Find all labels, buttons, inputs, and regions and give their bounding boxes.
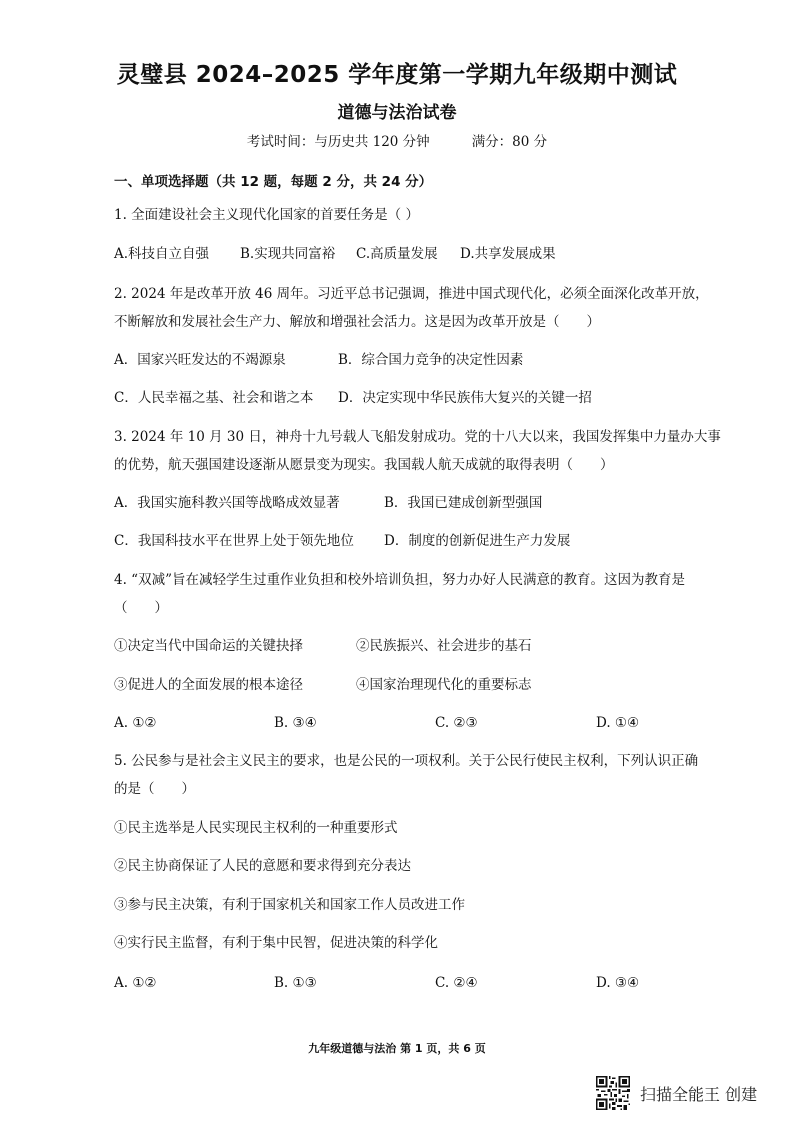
question-3-option-d: D．制度的创新促进生产力发展 <box>384 533 571 549</box>
question-1-stem: 1. 全面建设社会主义现代化国家的首要任务是（ ） <box>114 207 419 223</box>
exam-score: 满分：80 分 <box>471 134 548 150</box>
question-4-statement-2: ②民族振兴、社会进步的基石 <box>356 638 532 654</box>
question-4-option-d: D. ①④ <box>596 715 640 731</box>
question-2-stem-line-1: 2. 2024 年是改革开放 46 周年。习近平总书记强调，推进中国式现代化，必须全面深化改革开放， <box>114 286 709 302</box>
qr-code-icon <box>596 1076 630 1110</box>
page-subtitle: 道德与法治试卷 <box>337 103 457 123</box>
question-5-statement-3: ③参与民主决策，有利于国家机关和国家工作人员改进工作 <box>114 897 465 913</box>
question-1-option-b: B.实现共同富裕 <box>240 246 336 262</box>
question-5-option-b: B. ①③ <box>274 975 317 991</box>
question-1-option-d: D.共享发展成果 <box>460 246 556 262</box>
question-5-statement-4: ④实行民主监督，有利于集中民智，促进决策的科学化 <box>114 935 438 951</box>
question-3-option-c: C．我国科技水平在世界上处于领先地位 <box>114 533 354 549</box>
question-5-stem-line-2: 的是（ ） <box>114 781 195 797</box>
question-5-option-a: A. ①② <box>114 975 157 991</box>
question-4-option-c: C. ②③ <box>435 715 478 731</box>
scanner-watermark <box>596 1076 757 1110</box>
exam-time: 考试时间：与历史共 120 分钟 <box>246 134 430 150</box>
question-5-statement-1: ①民主选举是人民实现民主权利的一种重要形式 <box>114 820 398 836</box>
question-4-stem-line-2: （ ） <box>114 600 168 616</box>
question-4-option-a: A. ①② <box>114 715 157 731</box>
question-5-option-d: D. ③④ <box>596 975 640 991</box>
question-5-statement-2: ②民主协商保证了人民的意愿和要求得到充分表达 <box>114 858 411 874</box>
question-1-option-c: C.高质量发展 <box>356 246 438 262</box>
question-3-option-a: A．我国实施科教兴国等战略成效显著 <box>114 495 340 511</box>
question-2-option-c: C．人民幸福之基、社会和谐之本 <box>114 390 314 406</box>
question-4-statement-3: ③促进人的全面发展的根本途径 <box>114 677 303 693</box>
question-4-statement-4: ④国家治理现代化的重要标志 <box>356 677 532 693</box>
section-heading: 一、单项选择题（共 12 题，每题 2 分，共 24 分） <box>114 174 433 190</box>
question-2-option-b: B．综合国力竞争的决定性因素 <box>338 352 524 368</box>
question-5-stem-line-1: 5. 公民参与是社会主义民主的要求，也是公民的一项权利。关于公民行使民主权利，下列认识正确 <box>114 753 699 769</box>
page-title: 灵璧县 2024–2025 学年度第一学期九年级期中测试 <box>116 62 678 88</box>
question-4-option-b: B. ③④ <box>274 715 317 731</box>
question-3-stem-line-2: 的优势，航天强国建设逐渐从愿景变为现实。我国载人航天成就的取得表明（ ） <box>114 457 614 473</box>
question-4-stem-line-1: 4. “双减”旨在减轻学生过重作业负担和校外培训负担，努力办好人民满意的教育。这因为教育是 <box>114 572 685 588</box>
question-2-option-d: D．决定实现中华民族伟大复兴的关键一招 <box>338 390 592 406</box>
question-2-option-a: A．国家兴旺发达的不竭源泉 <box>114 352 286 368</box>
exam-meta <box>0 130 794 150</box>
question-1-option-a: A.科技自立自强 <box>114 246 210 262</box>
question-5-option-c: C. ②④ <box>435 975 478 991</box>
question-4-statement-1: ①决定当代中国命运的关键抉择 <box>114 638 303 654</box>
question-3-stem-line-1: 3. 2024 年 10 月 30 日，神舟十九号载人飞船发射成功。党的十八大以来，我国发挥集中力量办大事 <box>114 429 721 445</box>
page-footer: 九年级道德与法治 第 1 页，共 6 页 <box>308 1042 486 1055</box>
question-3-option-b: B．我国已建成创新型强国 <box>384 495 543 511</box>
watermark-text: 扫描全能王 创建 <box>640 1084 758 1104</box>
question-2-stem-line-2: 不断解放和发展社会生产力、解放和增强社会活力。这是因为改革开放是（ ） <box>114 314 600 330</box>
